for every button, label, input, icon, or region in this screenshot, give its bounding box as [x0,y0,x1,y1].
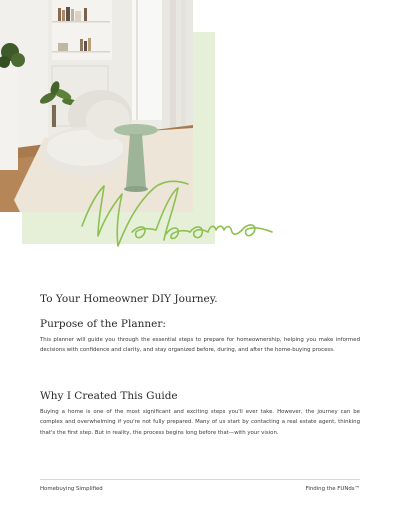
purpose-paragraph: This planner will guide you through the essential steps to prepare for homeownership, helping you make informed decisions with confidence and clarity, and stay organized before, during, and after the home-buying process. [40,337,360,354]
why-paragraph: Buying a home is one of the most significant and exciting steps you'll ever take. However, the journey can be complex and overwhelming if you're not fully prepared. Many of us start by contacting a real estate agent, thinking that's the first step. But in reality, the process begins long before that—with your vision. [40,409,360,436]
why-heading: Why I Created This Guide [40,390,178,402]
footer-right-text: Finding the FUNds™ [305,486,360,492]
purpose-heading: Purpose of the Planner: [40,318,166,330]
welcome-script-text [68,168,288,278]
journey-heading: To Your Homeowner DIY Journey. [40,293,218,305]
footer-divider [40,479,360,480]
footer-left-text: Homebuying Simplified [40,486,103,492]
